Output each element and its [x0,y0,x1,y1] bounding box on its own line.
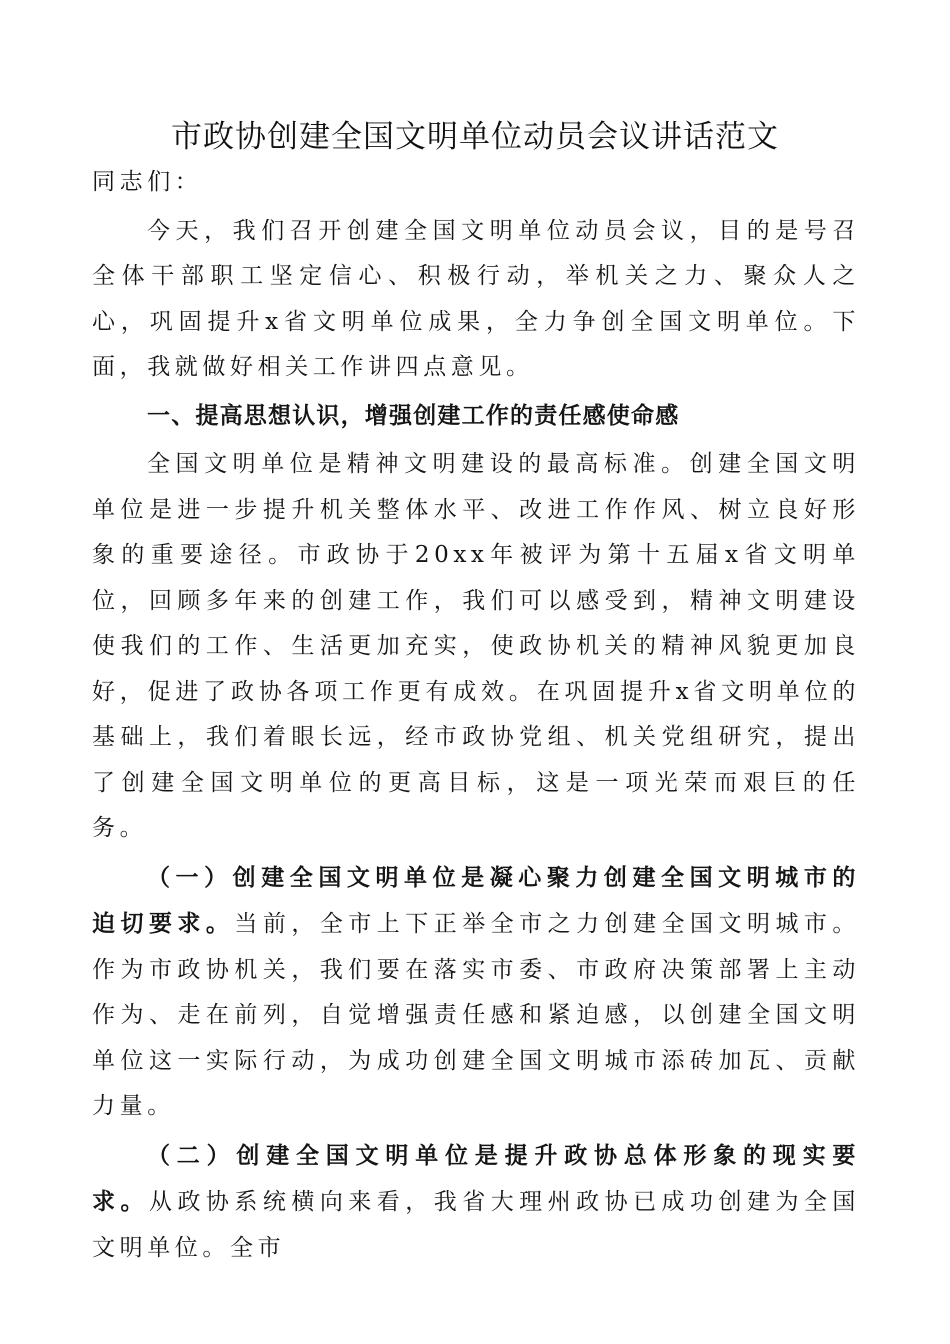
point-1-heading: （一）创建全国文明单位是凝心聚力创建全国文明城市的迫切要求。 [92,863,860,937]
intro-paragraph: 今天，我们召开创建全国文明单位动员会议，目的是号召全体干部职工坚定信心、积极行动，举机关之力、聚众人之心，巩固提升x省文明单位成果，全力争创全国文明单位。下面，我就做好相关工作讲四点意见。 [92,217,860,380]
point-2-paragraph [92,1133,860,1272]
salutation: 同志们： [92,169,203,195]
point-2-heading: （二）创建全国文明单位是提升政协总体形象的现实要求。 [92,1141,860,1215]
point-2-text: 从政协系统横向来看，我省大理州政协已成功创建为全国文明单位。全市 [92,1189,861,1261]
document-title: 市政协创建全国文明单位动员会议讲话范文 [171,119,779,155]
section-1-paragraph: 全国文明单位是精神文明建设的最高标准。创建全国文明单位是进一步提升机关整体水平、改进工作作风、树立良好形象的重要途径。市政协于20xx年被评为第十五届x省文明单位，回顾多年来的创建工作，我们可以感受到，精神文明建设使我们的工作、生活更加充实，使政协机关的精神风貌更加良好，促进了政协各项工作更有成效。在巩固提升x省文明单位的基础上，我们着眼长远，经市政协党组、机关党组研究，提出了创建全国文明单位的更高目标，这是一项光荣而艰巨的任务。 [92,451,860,841]
point-1-text: 当前，全市上下正举全市之力创建全国文明城市。作为市政协机关，我们要在落实市委、市政府决策部署上主动作为、走在前列，自觉增强责任感和紧迫感，以创建全国文明单位这一实际行动，为成功创建全国文明城市添砖加瓦、贡献力量。 [92,911,861,1119]
document-body [92,160,860,1271]
section-heading-1: 一、提高思想认识，增强创建工作的责任感使命感 [147,402,680,429]
point-1-paragraph [92,855,860,1130]
